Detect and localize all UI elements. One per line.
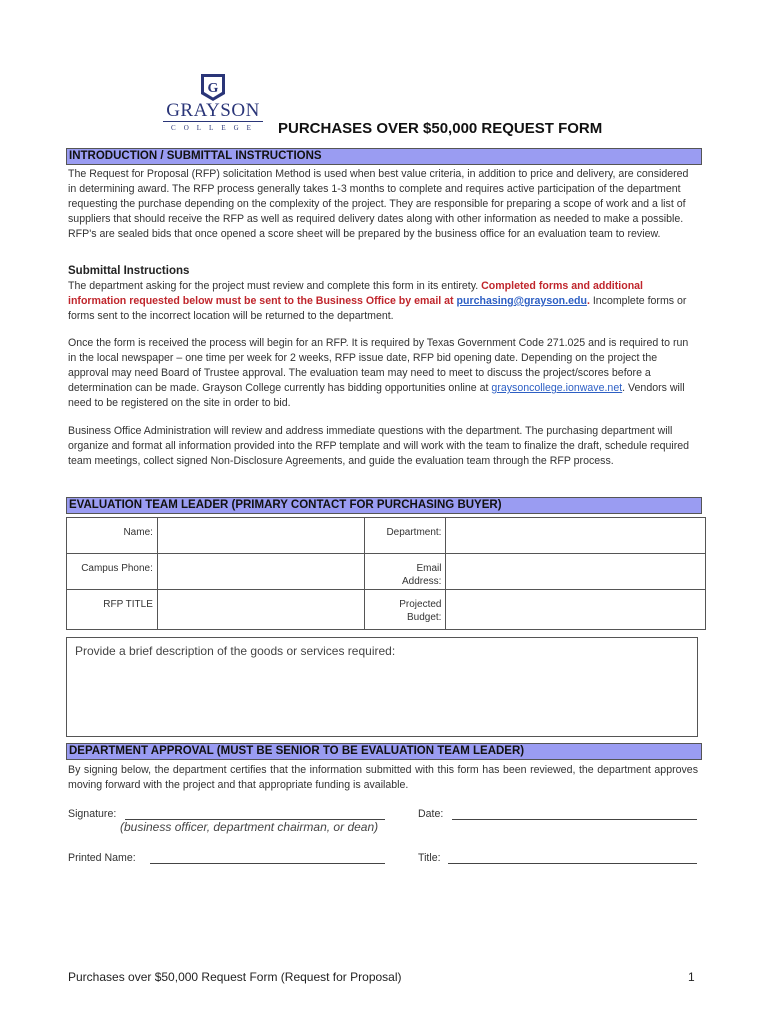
footer-text: Purchases over $50,000 Request Form (Request for Proposal) — [68, 970, 402, 984]
department-input[interactable] — [446, 518, 706, 554]
email-label-line1: Email — [416, 563, 442, 574]
department-label: Department: — [364, 518, 446, 554]
logo-subtitle: COLLEGE — [171, 124, 259, 132]
submittal-p2-start: Once the form is received the process will begin for an RFP. It is required by Texas Government Code 271.025 and is required to run in the local newspaper – one time per week for 2 weeks, RFP issue date, RFP bid opening date. Depending on the project the approval may need Board of Trustee approval. The evaluation team may need to meet to discuss the project/scores before a determination can be made. Grayson College currently has bidding opportunities online at — [68, 337, 689, 394]
title-label: Title: — [418, 852, 441, 864]
budget-label-line2: Budget: — [406, 612, 442, 623]
submittal-paragraph-2 — [68, 336, 698, 411]
submittal-p1-red: Completed forms and additional information requested below must be sent to the Business Office by email at — [68, 280, 644, 307]
budget-input[interactable] — [446, 590, 706, 630]
approval-heading: DEPARTMENT APPROVAL (MUST BE SENIOR TO BE EVALUATION TEAM LEADER) — [66, 743, 702, 760]
rfp-title-label: RFP TITLE — [67, 590, 158, 630]
email-input[interactable] — [446, 554, 706, 590]
name-label: Name: — [67, 518, 158, 554]
approval-paragraph: By signing below, the department certifies that the information submitted with this form has been reviewed, the department approves moving forward with the project and that appropriate funding is available. — [68, 764, 698, 791]
form-title: PURCHASES OVER $50,000 REQUEST FORM — [278, 120, 603, 137]
submittal-heading: Submittal Instructions — [68, 265, 190, 277]
evaluation-team-table — [66, 517, 706, 630]
submittal-paragraph-1 — [68, 279, 698, 324]
email-label — [364, 554, 446, 590]
title-line[interactable] — [448, 863, 697, 864]
description-textarea[interactable] — [66, 637, 698, 737]
printed-name-line[interactable] — [150, 863, 385, 864]
campus-phone-input[interactable] — [157, 554, 364, 590]
submittal-p2-end: . Vendors will need to be registered on the site in order to bid. — [68, 382, 685, 409]
grayson-college-logo — [163, 72, 263, 134]
logo-name: GRAYSON — [166, 100, 260, 121]
rfp-title-input[interactable] — [157, 590, 364, 630]
description-label: Provide a brief description of the goods or services required: — [75, 644, 396, 658]
name-input[interactable] — [157, 518, 364, 554]
submittal-paragraph-3: Business Office Administration will review and address immediate questions with the department. The purchasing department will organize and format all information provided into the RFP template and will work with the team to finalize the draft, schedule required team meetings, collect signed Non-Disclosure Agreements, and guide the evaluation team through the RFP process. — [68, 425, 690, 467]
page-number: 1 — [688, 970, 695, 984]
submittal-p1-dot: . — [586, 295, 590, 307]
ionwave-link[interactable]: graysoncollege.ionwave.net — [491, 382, 623, 394]
intro-paragraph: The Request for Proposal (RFP) solicitation Method is used when best value criteria, in addition to price and delivery, are considered in determining award. The RFP process generally takes 1-3 months to complete and requires active participation of the department requesting the purchase depending on the complexity of the project. They are responsible for preparing a scope of work and a list of suppliers that should receive the RFP as well as required delivery dates along with other information as needed to make a possible. RFP's are sealed bids that once opened a score sheet will be prepared by the business office for an evaluation team to review. — [68, 168, 689, 240]
submittal-p1-end: Incomplete forms or forms sent to the incorrect location will be returned to the department. — [68, 295, 687, 322]
signature-label: Signature: — [68, 808, 117, 820]
budget-label-line1: Projected — [399, 599, 442, 610]
date-line[interactable] — [452, 819, 697, 820]
campus-phone-label: Campus Phone: — [67, 554, 158, 590]
purchasing-email-link[interactable]: purchasing@grayson.edu — [456, 295, 587, 307]
logo-rule — [163, 121, 263, 122]
printed-name-label: Printed Name: — [68, 852, 136, 864]
signature-note: (business officer, department chairman, or dean) — [120, 820, 379, 834]
evaluation-heading: EVALUATION TEAM LEADER (PRIMARY CONTACT FOR PURCHASING BUYER) — [66, 497, 702, 514]
intro-heading: INTRODUCTION / SUBMITTAL INSTRUCTIONS — [66, 148, 702, 165]
date-label: Date: — [418, 808, 444, 820]
email-label-line2: Address: — [402, 576, 442, 587]
submittal-p1-start: The department asking for the project must review and complete this form in its entirety. — [68, 280, 482, 292]
logo-letter: G — [207, 81, 219, 96]
budget-label — [364, 590, 446, 630]
